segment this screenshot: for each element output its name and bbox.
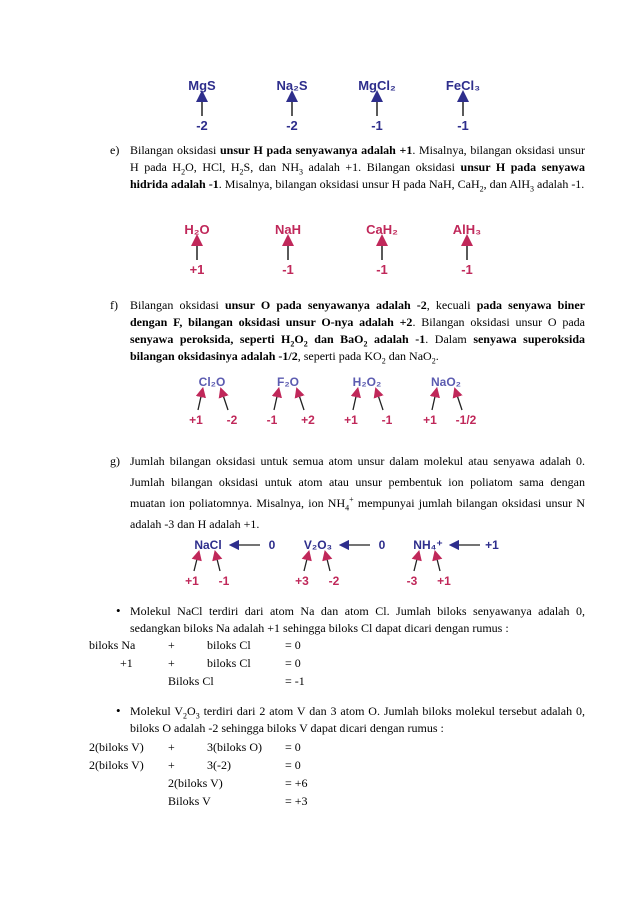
arrow-up <box>377 392 383 410</box>
paragraph-g: Jumlah bilangan oksidasi untuk semua atom unsur dalam molekul atau senyawa adalah 0. Jumlah bilangan oksidasi untuk atom atau unsur pembentuk ion poliatom sama dengan muatan ion poliatomnya. Misalnya, ion $NH_4^+$ mempunyai jumlah bilangan oksidasi unsur N adalah -3 dan H adalah +1. <box>130 454 586 531</box>
calc-cell: = 0 <box>285 656 301 670</box>
arrow-up <box>222 392 228 410</box>
formula-label: F₂O <box>277 375 299 389</box>
oxidation-value: -2 <box>328 574 340 588</box>
figure-oxygen-oxidation <box>180 372 510 428</box>
calc-cell: + <box>168 638 175 652</box>
oxidation-value: -2 <box>196 118 208 133</box>
total-value: +1 <box>485 538 499 552</box>
arrow-up <box>274 392 278 410</box>
formula-label: H₂O₂ <box>352 375 382 389</box>
formula-label: FeCl₃ <box>445 78 481 93</box>
formula-label: MgS <box>188 78 216 93</box>
arrow-up <box>456 392 462 410</box>
calc-cell: +1 <box>120 656 133 670</box>
calc-cell: + <box>168 758 175 772</box>
formula-label: NaH <box>274 222 302 237</box>
oxidation-value: -1 <box>457 118 469 133</box>
oxidation-value: +1 <box>185 574 199 588</box>
arrow-up <box>194 555 198 571</box>
bullet-v2o3-text: Molekul $V_2O_3$ terdiri dari 2 atom V dan 3 atom O. Jumlah biloks molekul tersebut adalah 0, biloks O adalah -2 sehingga biloks V dapat dicari dengan rumus : <box>130 704 585 735</box>
arrow-up <box>326 555 330 571</box>
oxidation-value: +1 <box>344 413 358 427</box>
calc-cell: = -1 <box>285 674 305 688</box>
figure-sulfide-chloride-oxidation <box>170 74 500 134</box>
calc-cell: 3(-2) <box>207 758 231 772</box>
calc-cell: biloks Na <box>89 638 136 652</box>
oxidation-value: -1 <box>376 262 388 277</box>
arrow-up <box>414 555 418 571</box>
formula-label: V₂O₃ <box>303 538 333 552</box>
formula-label: CaH₂ <box>366 222 398 237</box>
calc-cell: = 0 <box>285 638 301 652</box>
formula-label: AlH₃ <box>452 222 482 237</box>
bullet-marker: • <box>116 603 121 618</box>
oxidation-value: -2 <box>286 118 298 133</box>
oxidation-value: +1 <box>189 262 205 277</box>
calc-cell: biloks Cl <box>207 656 251 670</box>
arrow-up <box>353 392 357 410</box>
calc-cell: + <box>168 740 175 754</box>
calc-cell: = 0 <box>285 740 301 754</box>
item-label-g: g) <box>110 454 120 468</box>
formula-label: Cl₂O <box>198 375 226 389</box>
paragraph-f: Bilangan oksidasi unsur O pada senyawanya adalah -2, kecuali pada senyawa biner dengan F, bilangan oksidasi unsur O-nya adalah +2. Bilangan oksidasi unsur O pada senyawa peroksida, seperti $H_2O_2$ dan BaO$_2$ adalah -1. Dalam senyawa superoksida bilangan oksidasinya adalah -1/2, seperti pada $KO_2$ dan NaO$_2$. <box>130 298 585 366</box>
arrow-up <box>436 555 440 571</box>
oxidation-value: -1 <box>461 262 473 277</box>
calc-cell: 2(biloks V) <box>89 740 144 754</box>
arrow-up <box>298 392 304 410</box>
total-value: 0 <box>268 538 276 552</box>
oxidation-value: +2 <box>301 413 315 427</box>
formula-label: NaO₂ <box>430 375 462 389</box>
calc-cell: 3(biloks O) <box>207 740 262 754</box>
oxidation-value: -1 <box>218 574 230 588</box>
calc-cell: = 0 <box>285 758 301 772</box>
oxidation-value: -1/2 <box>455 413 477 427</box>
paragraph-e: Bilangan oksidasi unsur H pada senyawanya adalah +1. Misalnya, bilangan oksidasi unsur H pada $H_2O$, HCl, $H_2S$, dan $NH_3$ adalah +1. Bilangan oksidasi unsur H pada senyawa hidrida adalah -1. Misalnya, bilangan oksidasi unsur H pada NaH, CaH$_2$, dan AlH$_3$ adalah -1. <box>130 143 585 194</box>
arrow-up <box>198 392 202 410</box>
bullet-marker: • <box>116 703 121 718</box>
oxidation-value: -1 <box>266 413 278 427</box>
oxidation-value: -2 <box>226 413 238 427</box>
formula-label: NH₄⁺ <box>413 538 443 552</box>
oxidation-value: +1 <box>437 574 451 588</box>
oxidation-value: -1 <box>381 413 393 427</box>
arrow-up <box>432 392 436 410</box>
calc-cell: = +6 <box>285 776 308 790</box>
calc-cell: = +3 <box>285 794 308 808</box>
calc-cell: 2(biloks V) <box>168 776 223 790</box>
oxidation-value: -3 <box>406 574 418 588</box>
formula-label: NaCl <box>194 538 222 552</box>
oxidation-value: +1 <box>189 413 203 427</box>
formula-label: Na₂S <box>276 78 308 93</box>
arrow-up <box>216 555 220 571</box>
oxidation-value: +1 <box>423 413 437 427</box>
bullet-nacl-text: Molekul NaCl terdiri dari atom Na dan atom Cl. Jumlah biloks senyawanya adalah 0, sedangkan biloks Na adalah +1 sehingga biloks Cl dapat dicari dengan rumus : <box>130 604 585 635</box>
oxidation-value: -1 <box>282 262 294 277</box>
oxidation-value: +3 <box>295 574 309 588</box>
calc-cell: Biloks Cl <box>168 674 214 688</box>
arrow-up <box>304 555 308 571</box>
oxidation-value: -1 <box>371 118 383 133</box>
calc-cell: + <box>168 656 175 670</box>
total-value: 0 <box>378 538 386 552</box>
figure-hydrogen-oxidation <box>170 218 500 280</box>
item-label-e: e) <box>110 143 120 157</box>
calc-cell: biloks Cl <box>207 638 251 652</box>
calc-cell: 2(biloks V) <box>89 758 144 772</box>
item-label-f: f) <box>110 298 118 312</box>
figure-total-oxidation <box>178 535 508 591</box>
formula-label: MgCl₂ <box>358 78 396 93</box>
calc-cell: Biloks V <box>168 794 211 808</box>
formula-label: H₂O <box>184 222 210 237</box>
